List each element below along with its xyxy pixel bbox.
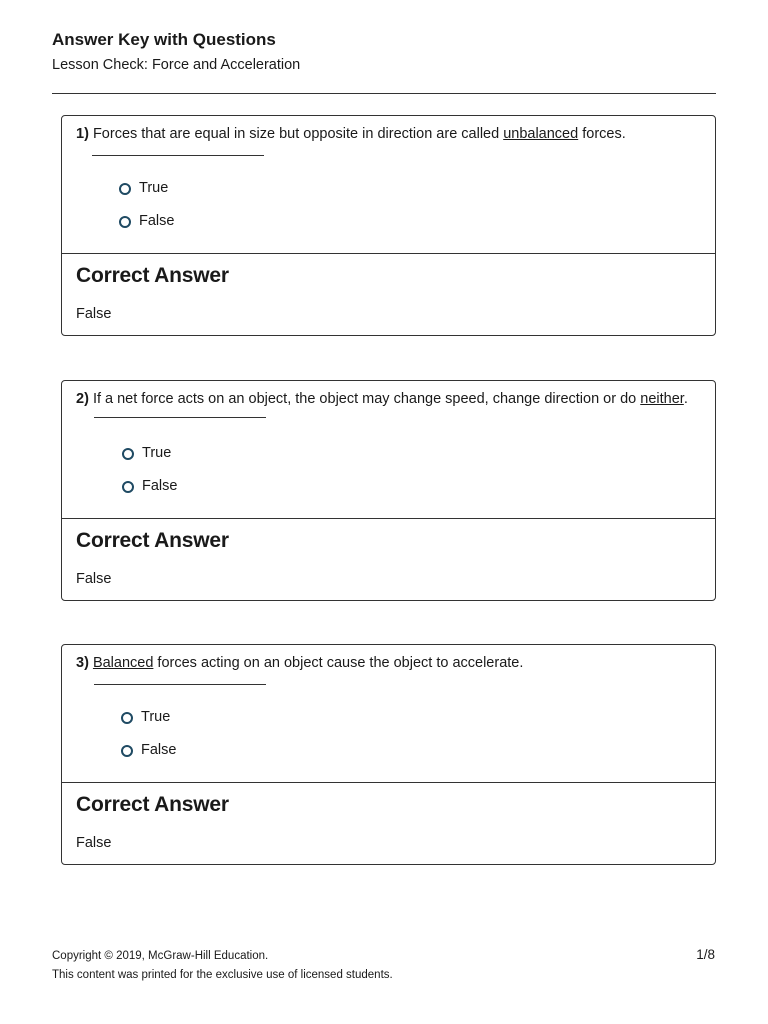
header-divider xyxy=(52,93,716,94)
question-number: 3) xyxy=(76,655,89,671)
radio-button-icon[interactable] xyxy=(121,712,133,724)
question-section xyxy=(62,645,715,783)
radio-button-icon[interactable] xyxy=(119,183,131,195)
question-text-after: forces. xyxy=(578,126,626,142)
answer-blank-line xyxy=(94,407,266,418)
question-underlined-term: Balanced xyxy=(92,655,154,671)
option-false[interactable] xyxy=(122,478,177,494)
question-text-after: . xyxy=(683,391,688,407)
answer-blank-line xyxy=(94,684,266,685)
correct-answer-heading: Correct Answer xyxy=(76,264,229,287)
option-label: False xyxy=(141,742,177,758)
question-text xyxy=(76,392,714,422)
page-subtitle: Lesson Check: Force and Acceleration xyxy=(52,57,301,73)
correct-answer-value: False xyxy=(76,306,112,322)
option-label: True xyxy=(139,180,169,196)
question-text-after: forces acting on an object cause the object to accelerate. xyxy=(153,655,524,671)
question-underlined-term: neither xyxy=(640,391,684,407)
correct-answer-heading: Correct Answer xyxy=(76,793,229,816)
question-number: 2) xyxy=(76,391,89,407)
option-false[interactable] xyxy=(119,213,174,229)
question-underlined-term: unbalanced xyxy=(503,126,579,142)
correct-answer-heading: Correct Answer xyxy=(76,529,229,552)
answer-section xyxy=(62,519,715,600)
option-label: False xyxy=(142,478,178,494)
option-false[interactable] xyxy=(121,742,176,758)
footer-text xyxy=(52,947,393,985)
answer-section xyxy=(62,254,715,335)
radio-button-icon[interactable] xyxy=(121,745,133,757)
correct-answer-value: False xyxy=(76,835,112,851)
option-label: True xyxy=(141,709,171,725)
page-title: Answer Key with Questions xyxy=(52,30,276,49)
copyright-text: Copyright © 2019, McGraw-Hill Education. xyxy=(52,950,269,962)
option-true[interactable] xyxy=(119,180,168,196)
question-text-before: If a net force acts on an object, the object may change speed, change direction or do xyxy=(92,391,641,407)
option-label: True xyxy=(142,445,172,461)
radio-button-icon[interactable] xyxy=(119,216,131,228)
question-text-before: Forces that are equal in size but opposite in direction are called xyxy=(92,126,504,142)
document-header xyxy=(52,30,716,74)
question-section xyxy=(62,116,715,254)
license-notice: This content was printed for the exclusive use of licensed students. xyxy=(52,969,393,981)
question-number: 1) xyxy=(76,126,89,142)
question-text xyxy=(76,656,696,671)
option-true[interactable] xyxy=(122,445,171,461)
page-number: 1/8 xyxy=(696,947,715,962)
option-true[interactable] xyxy=(121,709,170,725)
correct-answer-value: False xyxy=(76,571,112,587)
question-card-2 xyxy=(61,380,716,601)
option-label: False xyxy=(139,213,175,229)
radio-button-icon[interactable] xyxy=(122,448,134,460)
question-section xyxy=(62,381,715,519)
question-card-3 xyxy=(61,644,716,865)
answer-section xyxy=(62,783,715,864)
radio-button-icon[interactable] xyxy=(122,481,134,493)
answer-blank-line xyxy=(92,155,264,156)
question-text xyxy=(76,127,696,142)
question-card-1 xyxy=(61,115,716,336)
